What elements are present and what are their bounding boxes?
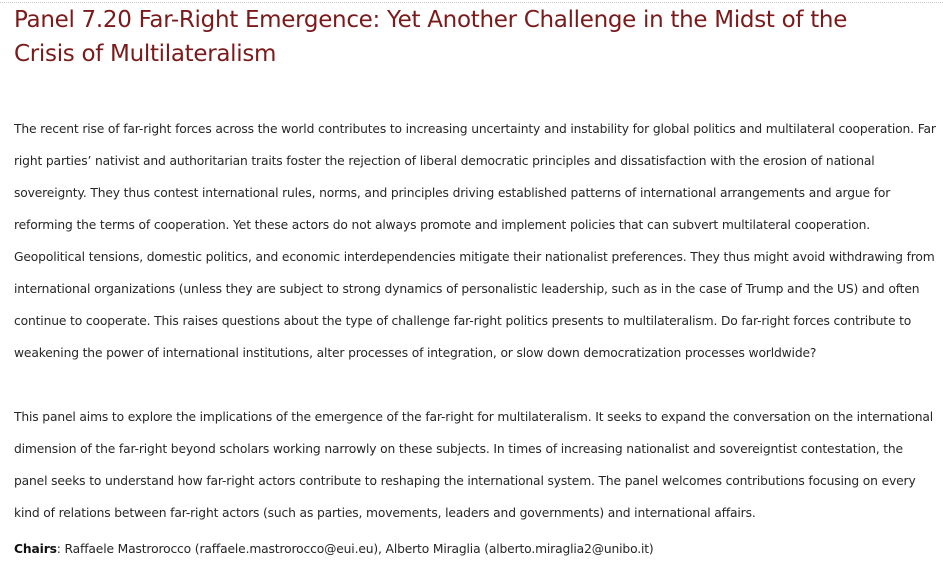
chairs-separator: : [56,542,65,556]
chairs-label: Chairs [14,542,57,556]
chairs-names: Raffaele Mastrorocco (raffaele.mastrorocco@eui.eu), Alberto Miraglia (alberto.miraglia2@unibo.it) [64,542,654,556]
intro-paragraph: The recent rise of far-right forces across the world contributes to increasing uncertainty and instability for global politics and multilateral cooperation. Far right parties’ nativist and authoritarian traits foster the rejection of liberal democratic principles and dissatisfaction with the erosion of national sovereignty. They thus contest international rules, norms, and principles driving established patterns of international arrangements and argue for reforming the terms of cooperation. Yet these actors do not always promote and implement policies that can subvert multilateral cooperation. Geopolitical tensions, domestic politics, and economic interdependencies mitigate their nationalist preferences. They thus might avoid withdrawing from international organizations (unless they are subject to strong dynamics of personalistic leadership, such as in the case of Trump and the US) and often continue to cooperate. This raises questions about the type of challenge far-right politics presents to multilateralism. Do far-right forces contribute to weakening the power of international institutions, alter processes of integration, or slow down democratization processes worldwide? [14,122,936,360]
aims-paragraph: This panel aims to explore the implications of the emergence of the far-right for multilateralism. It seeks to expand the conversation on the international dimension of the far-right beyond scholars working narrowly on these subjects. In times of increasing nationalist and sovereigntist contestation, the panel seeks to understand how far-right actors contribute to reshaping the international system. The panel welcomes contributions focusing on every kind of relations between far-right actors (such as parties, movements, leaders and governments) and international affairs. [14,410,933,520]
chairs-line [14,537,939,561]
page-title: Panel 7.20 Far-Right Emergence: Yet Another Challenge in the Midst of the Crisis of Multilateralism [14,7,848,67]
